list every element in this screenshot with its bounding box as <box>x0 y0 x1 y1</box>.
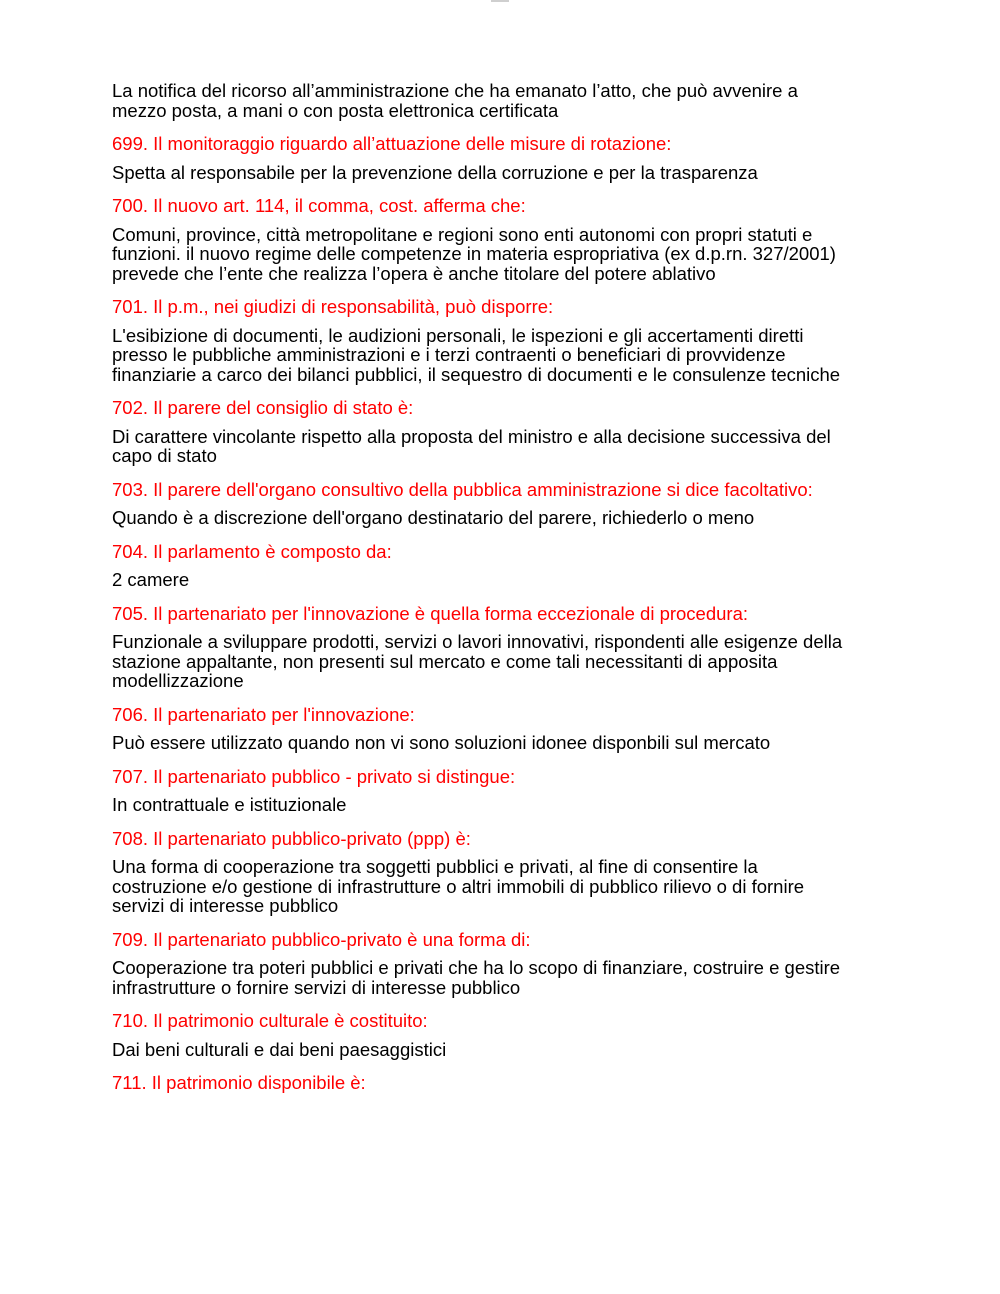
entry-705 <box>112 604 902 691</box>
entry-699 <box>112 134 902 182</box>
entry-700 <box>112 196 902 283</box>
entry-710 <box>112 1011 902 1059</box>
question-706: 706. Il partenariato per l'innovazione: <box>112 703 415 725</box>
question-707: 707. Il partenariato pubblico - privato si distingue: <box>112 765 516 787</box>
question-711: 711. Il patrimonio disponibile è: <box>112 1072 366 1093</box>
question-702: 702. Il parere del consiglio di stato è: <box>112 397 414 418</box>
entry-709 <box>112 930 902 998</box>
answer-707: In contrattuale e istituzionale <box>112 794 347 815</box>
question-705: 705. Il partenariato per l'innovazione è quella forma eccezionale di procedura: <box>112 602 749 624</box>
answer-703: Quando è a discrezione dell'organo destinatario del parere, richiederlo o meno <box>112 507 755 528</box>
entry-707 <box>112 767 902 815</box>
entry-702 <box>112 398 902 466</box>
question-708: 708. Il partenariato pubblico-privato (ppp) è: <box>112 827 471 849</box>
leading-answer: La notifica del ricorso all’amministrazione che ha emanato l’atto, che può avvenire a mezzo posta, a mani o con posta elettronica certificata <box>112 80 798 121</box>
answer-710: Dai beni culturali e dai beni paesaggistici <box>112 1038 447 1060</box>
question-700: 700. Il nuovo art. 114, il comma, cost. afferma che: <box>112 195 526 216</box>
answer-702: Di carattere vincolante rispetto alla proposta del ministro e alla decisione successiva del capo di stato <box>112 425 831 466</box>
answer-709: Cooperazione tra poteri pubblici e privati che ha lo scopo di finanziare, costruire e gestire infrastrutture o fornire servizi di interesse pubblico <box>112 957 841 998</box>
answer-706: Può essere utilizzato quando non vi sono soluzioni idonee disponbili sul mercato <box>112 732 771 753</box>
question-703: 703. Il parere dell'organo consultivo della pubblica amministrazione si dice facoltativo: <box>112 478 813 500</box>
header-mark <box>491 0 509 2</box>
answer-704: 2 camere <box>112 569 190 590</box>
entry-703 <box>112 480 902 528</box>
document-page <box>112 81 902 1107</box>
answer-700: Comuni, province, città metropolitane e regioni sono enti autonomi con propri statuti e funzioni. il nuovo regime delle competenze in materia espropriativa (ex d.p.rn. 327/2001) prevede che l’ente che realizza l’opera è anche titolare del potere ablativo <box>112 223 836 284</box>
entry-708 <box>112 829 902 916</box>
question-709: 709. Il partenariato pubblico-privato è una forma di: <box>112 928 531 950</box>
question-710: 710. Il patrimonio culturale è costituito: <box>112 1010 428 1031</box>
question-699: 699. Il monitoraggio riguardo all’attuazione delle misure di rotazione: <box>112 133 672 154</box>
entry-706 <box>112 705 902 753</box>
question-704: 704. Il parlamento è composto da: <box>112 540 392 562</box>
answer-699: Spetta al responsabile per la prevenzione della corruzione e per la trasparenza <box>112 161 758 183</box>
answer-708: Una forma di cooperazione tra soggetti pubblici e privati, al fine di consentire la costruzione e/o gestione di infrastrutture o altri immobili di pubblico rilievo o di fornire servizi di interesse pubblico <box>112 856 805 916</box>
entry-711 <box>112 1073 902 1093</box>
question-701: 701. Il p.m., nei giudizi di responsabilità, può disporre: <box>112 296 554 317</box>
answer-705: Funzionale a sviluppare prodotti, servizi o lavori innovativi, rispondenti alle esigenze della stazione appaltante, non presenti sul mercato e come tali necessitanti di apposita modellizzazione <box>112 631 843 691</box>
entry-701 <box>112 297 902 384</box>
entry-704 <box>112 542 902 590</box>
answer-701: L'esibizione di documenti, le audizioni personali, le ispezioni e gli accertamenti diretti presso le pubbliche amministrazioni e i terzi contraenti o beneficiari di provvidenze finanziarie a carco dei bilanci pubblici, il sequestro di documenti e le consulenze tecniche <box>112 324 841 385</box>
